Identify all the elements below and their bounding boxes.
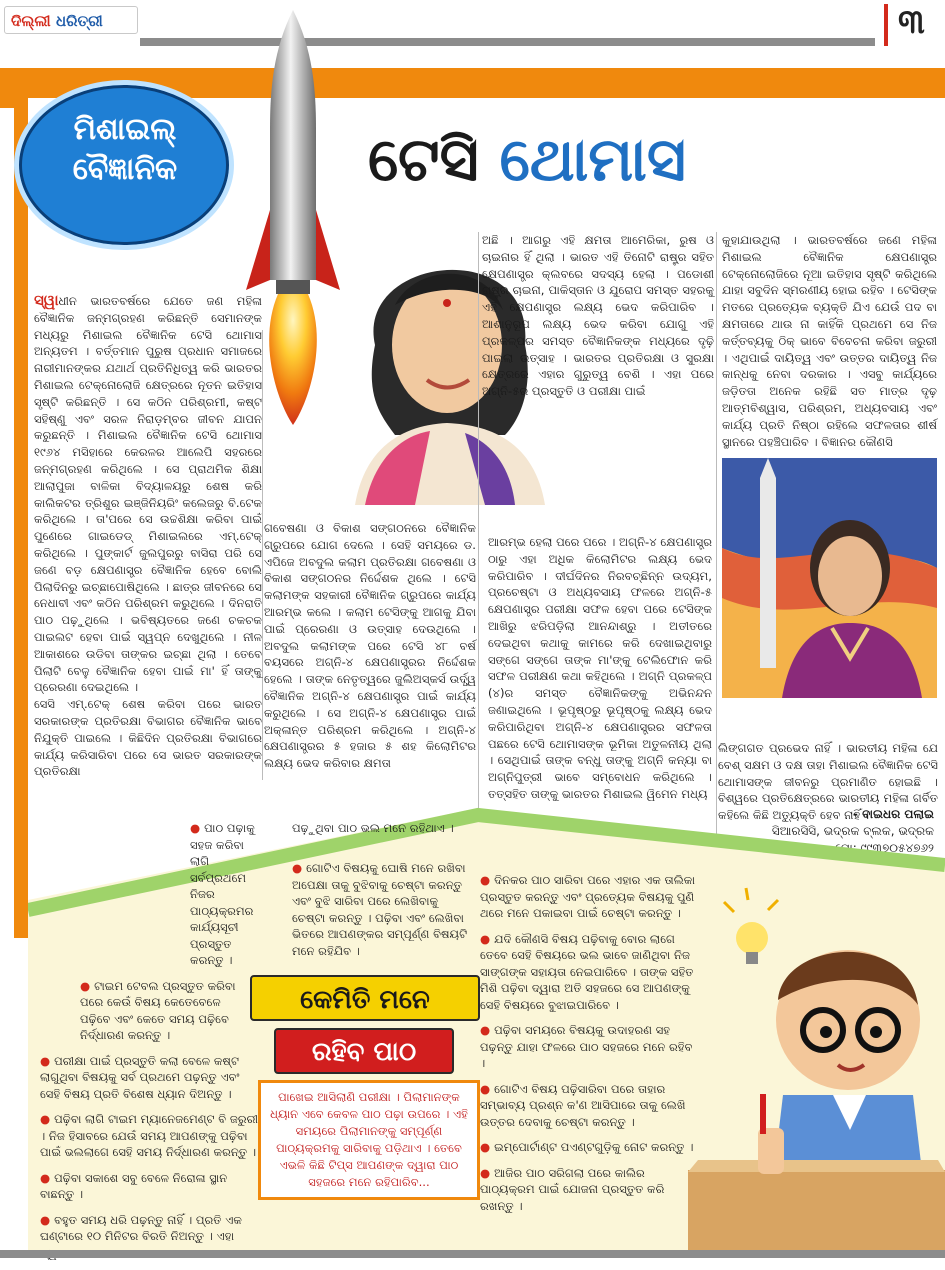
tip-text: ଗୋଟିଏ ବିଷୟ ପଢ଼ିସାରିବା ପରେ ତାହାର ସମ୍ଭାବ୍ୟ ପ୍ରଶ୍ନ କ'ଣ ଆସିପାରେ ତାକୁ ଲେଖି ଉତ୍ତର ଦେବାକୁ ଚେଷ୍ଟା କରନ୍ତୁ । (480, 1081, 686, 1129)
article-text: ସେସି ଏମ୍.ଟେକ୍ ଶେଷ କରିବା ପରେ ଭାରତ ସରକାରଙ୍କ ପ୍ରତିରକ୍ଷା ବିଭାଗର ବୈଜ୍ଞାନିକ ଭାବେ ନିଯୁକ୍ତି ପାଇଲେ । କିଛିଦିନ ପ୍ରତିରକ୍ଷା ବିଭାଗରେ କାର୍ଯ୍ୟ କରିସାରିବା ପରେ ସେ ଭାରତ ସରକାରଙ୍କ ପ୍ରତିରକ୍ଷା (34, 697, 262, 779)
column-divider (716, 232, 717, 852)
badge-line1: ମିଶାଇଲ୍ (73, 112, 177, 147)
masthead-part2: ଧରିତ୍ରୀ (55, 12, 103, 30)
tip-item (480, 872, 700, 922)
page-number: ୩ (898, 2, 925, 42)
tip-item (40, 1053, 260, 1103)
article-column-4: କୁହାଯାଉଥିଲା । ଭାରତବର୍ଷରେ ଜଣେ ମହିଳା ମିଶାଇଲ ବୈଜ୍ଞାନିକ କ୍ଷେପଣାସ୍ତ୍ର ଟେକ୍ନୋଲୋଜିରେ ନୂଆ ଇତିହାସ ସୃଷ୍ଟି କରିଥିଲେ ଯାହା ସବୁଦିନ ସ୍ମରଣୀୟ ହୋଇ ରହିବ । ଟେସିଙ୍କ ମତରେ ପ୍ରତ୍ୟେକ ବ୍ୟକ୍ତି ଯିଏ ଯେଉଁ ପଦ ବା କ୍ଷମତାରେ ଥାଉ ନା କାହିଁକି ପ୍ରଥମେ ସେ ନିଜ କର୍ତ୍ତବ୍ୟକୁ ଠିକ୍ ଭାବେ ବିବେଚନା କରିବା ଜରୁରୀ । ଏଥିପାଇଁ ଦାୟିତ୍ୱ ଏବଂ ଉତ୍ତର ଦାୟିତ୍ୱ ନିଜ କାନ୍ଧକୁ ନେବା ଦରକାର । ଏସବୁ କାର୍ଯ୍ୟରେ ଜଡ଼ିତତା ଅନେକ ରହିଛି ସତ ମାତ୍ର ଦୃଢ଼ ଆତ୍ମବିଶ୍ୱାସ, ପରିଶ୍ରମ, ଅଧ୍ୟବସାୟ ଏବଂ କାର୍ଯ୍ୟ ପ୍ରତି ନିଷ୍ଠା ରହିଲେ ସଫଳତାର ଶୀର୍ଷ ସ୍ଥାନରେ ପହଞ୍ଚିପାରିବ । ବିଜ୍ଞାନର କୌଣସି (722, 233, 937, 449)
bullet-icon: ● (480, 1023, 491, 1037)
tip-text: ଟାଇମ ଟେବଲ ପ୍ରସ୍ତୁତ କରିବା ପରେ କେଉଁ ବିଷୟ କେତେବେଳେ ପଢ଼ିବେ ଏବଂ କେତେ ସମୟ ପଢ଼ିବେ ନିର୍ଦ୍ଧାରଣ କରନ୍ତୁ । (80, 978, 236, 1042)
column-divider (478, 232, 479, 832)
tip-text: ପଢ଼ିବା ସକାଶେ ସବୁ ବେଳେ ନିରୋଳା ସ୍ଥାନ ବାଛନ୍ତୁ । (40, 1170, 228, 1201)
tip-item (40, 1170, 260, 1203)
tip-text: ଇମ୍ପୋର୍ଟାଣ୍ଟ ପଏଣ୍ଟଗୁଡ଼ିକୁ ନୋଟ କରନ୍ତୁ । (494, 1140, 694, 1154)
tip-item (40, 1111, 260, 1161)
bullet-icon: ● (292, 861, 303, 875)
tip-item (480, 931, 700, 1014)
tip-continuation: ପଢ଼ୁଥିବା ପାଠ ଭଲ ମନେ ରହିଥାଏ । (292, 821, 454, 835)
tip-text: ପାଠ ପଢ଼ାକୁ ସହଜ କରିବା ଲାଗି ସର୍ବପ୍ରଥମେ ନିଜର ପାଠ୍ୟକ୍ରମର କାର୍ଯ୍ୟସୂଚୀ ପ୍ରସ୍ତୁତ କରନ୍ତୁ । (190, 821, 255, 967)
drop-cap: ସ୍ୱା (34, 291, 59, 309)
bullet-icon: ● (80, 978, 91, 993)
bullet-icon: ● (480, 873, 491, 887)
article-text: ଧୀନ ଭାରତବର୍ଷରେ ଯେତେ ଜଣ ମହିଳା ବୈଜ୍ଞାନିକ ଜନ୍ମଗ୍ରହଣ କରିଛନ୍ତି ସେମାନଙ୍କ ମଧ୍ୟରୁ ମିଶାଇଲ ବୈଜ୍ଞାନିକ ଟେସି ଥୋମାସ ଅନ୍ୟତମ । ବର୍ତ୍ତମାନ ପୁରୁଷ ପ୍ରଧାନ ସମାଜରେ ନାରୀମାନଙ୍କର ଯଥାର୍ଥ ପ୍ରତିନିଧିତ୍ୱ କରି ଭାରତର ମିଶାଇଲ ଟେକ୍ନୋଲୋଜି କ୍ଷେତ୍ରରେ ନୂତନ ଇତିହାସ ସୃଷ୍ଟି କରିଛନ୍ତି । ସେ କଠିନ ପରିଶ୍ରମୀ, କଷ୍ଟ ସହିଷ୍ଣୁ ଏବଂ ସରଳ ନିରାଡ଼ମ୍ବର ଜୀବନ ଯାପନ କରୁଛନ୍ତି । ମିଶାଇଲ ବୈଜ୍ଞାନିକ ଟେସି ଥୋମାସ ୧୯୬୪ ମସିହାରେ କେରଳର ଆଲେପି ସହରରେ ଜନ୍ମଗ୍ରହଣ କରିଥିଲେ । ସେ ପ୍ରାଥମିକ ଶିକ୍ଷା ଆଲାପୁଜା ବାଳିକା ବିଦ୍ୟାଳୟରୁ ଶେଷ କରି କାଲିକଟର ତ୍ରିଶୁର ଇଞ୍ଜିନିୟରିଂ କଲେଜରୁ ବି.ଟେକ କରିଥିଲେ । ତା'ପରେ ସେ ଉଚ୍ଚଶିକ୍ଷା କରିବା ପାଇଁ ପୁଣେରେ ଗାଇଡେଡ୍ ମିଶାଇଲରେ ଏମ୍.ଟେକ୍ କରିଥିଲେ । ପୁଙ୍କାର୍ଟ ଜୁଲପୁରରୁ ବାସିରା ପରି ସେ ଜଣେ ବଡ଼ କ୍ଷେପଣାସ୍ତ୍ର ବୈଜ୍ଞାନିକ ହେବେ ବୋଲି ପିଲାଦିନରୁ ଇଚ୍ଛାପୋଷିଥିଲେ । ଛାତ୍ର ଜୀବନରେ ସେ ନେଧାବୀ ଏବଂ କଠିନ ପରିଶ୍ରମ କରୁଥିଲେ । ଦିନରାତି ପାଠ ପଢ଼ୁଥିଲେ । ଭବିଷ୍ୟତରେ ଜଣେ ଚକଚକ ପାଇଲଟ ହେବା ପାଇଁ ସ୍ୱପ୍ନ ଦେଖୁଥିଲେ । ନୀଳ ଆକାଶରେ ଉଡିବା ତାଙ୍କର ଇଚ୍ଛା ଥିଲା । ତେବେ ପିଲାଟି ବେଳୁ ବୈଜ୍ଞାନିକ ହେବା ପାଇଁ ମା' ହିଁ ତାଙ୍କୁ ପ୍ରେରଣା ଦେଇଥିଲେ । (34, 294, 262, 695)
student-cartoon-illustration (688, 880, 945, 1250)
page-number-bar (884, 4, 888, 46)
tip-text: ପରୀକ୍ଷା ପାଇଁ ପ୍ରସ୍ତୁତି କଲା ବେଳେ କଷ୍ଟ ଲାଗୁଥିବା ବିଷୟକୁ ସର୍ବ ପ୍ରଥମେ ପଢ଼ନ୍ତୁ ଏବଂ ସେହି ବିଷୟ ପ୍ରତି ବିଶେଷ ଧ୍ୟାନ ଦିଅନ୍ତୁ । (40, 1053, 240, 1101)
bullet-icon: ● (480, 1165, 491, 1180)
inset-portrait-illustration (722, 458, 937, 698)
tip-item (480, 1081, 700, 1131)
tips-intro-box: ପାଖେଇ ଆସିଲାଣି ପରୀକ୍ଷା । ପିଲାମାନଙ୍କ ଧ୍ୟାନ ଏବେ କେବଳ ପାଠ ପଢ଼ା ଉପରେ । ଏହି ସମୟରେ ପିଲାମାନଙ୍କୁ ସମ୍ପୂର୍ଣ୍ଣ ପାଠ୍ୟକ୍ରମକୁ ସାରିବାକୁ ପଡ଼ିଥାଏ । ତେବେ ଏଭଳି କିଛି ଟିପ୍ସ ଆପଣଙ୍କ ଦ୍ୱାରା ପାଠ ସହଜରେ ମନେ ରହିପାରିବ... (258, 1080, 480, 1200)
masthead-part1: ଦିଲ୍ଲୀ (11, 12, 51, 30)
author-phone: ମୋ: ୯୯୩୭୦୫୪୭୬୨ (834, 841, 934, 855)
tips-title-line2: ରହିବ ପାଠ (274, 1028, 454, 1074)
headline-part1: ଟେସି (368, 125, 479, 195)
tip-text: ପଢ଼ିବା ଲାଗି ଟାଇମ ମ୍ୟାନେଜମେଣ୍ଟ ବି ଜରୁରୀ । ନିଜ ହିସାବରେ ଯେଉଁ ସମୟ ଆପଣଙ୍କୁ ପଢ଼ିବା ପାଇଁ ଭଲଲାଗେ ସେହି ସମୟ ନିର୍ଦ୍ଧାରଣ କରନ୍ତୁ । (40, 1112, 258, 1159)
tips-title-line1: କେମିତି ମନେ (250, 975, 480, 1021)
tip-text: ଗୋଟିଏ ବିଷୟକୁ ଘୋଷି ମନେ ରଖିବା ଅପେକ୍ଷା ତାକୁ ବୁଝିବାକୁ ଚେଷ୍ଟା କରନ୍ତୁ ଏବଂ ବୁଝି ସାରିବା ପରେ ଲେଖିବାକୁ ଚେଷ୍ଟା କରନ୍ତୁ । ପଢ଼ିବା ଏବଂ ଲେଖିବା ଭିତରେ ଆପଣଙ୍କର ସମ୍ପୂର୍ଣ୍ଣ ବିଷୟଟି ମନେ ରହିଯିବ । (292, 861, 468, 958)
badge-line2: ବୈଜ୍ଞାନିକ (72, 152, 178, 187)
article-column-3-bottom: ଆରମ୍ଭ ହେଲା ପରେ ପରେ । ଅଗ୍ନି-୪ କ୍ଷେପଣାସ୍ତ୍ର ଠାରୁ ଏହା ଅଧିକ କିଲୋମିଟର ଲକ୍ଷ୍ୟ ଭେଦ କରିପାରିବ । ଦୀର୍ଘଦିନର ନିରବଚ୍ଛିନ୍ନ ଉଦ୍ୟମ, ପ୍ରଚେଷ୍ଟା ଓ ଅଧ୍ୟବସାୟ ଫଳରେ ଅଗ୍ନି-୫ କ୍ଷେପଣାସ୍ତ୍ର ପରୀକ୍ଷା ସଫଳ ହେବା ପରେ ଟେସିଙ୍କ ଆଖିରୁ ଝରିପଡ଼ିଲା ଆନନ୍ଦାଶ୍ରୁ । ଅତୀତରେ ଦେଇଥିବା କଥାକୁ କାମରେ କରି ଦେଖାଇଥିବାରୁ ସଙ୍ଗେ ସଙ୍ଗେ ତାଙ୍କ ମା'ଙ୍କୁ ଟେଲିଫୋନ କରି ସଫଳ ପରୀକ୍ଷଣ କଥା କହିଥିଲେ । ଅଗ୍ନି ପ୍ରକଳ୍ପ (୪)ର ସମସ୍ତ ବୈଜ୍ଞାନିକଙ୍କୁ ଅଭିନନ୍ଦନ ଜଣାଇଥିଲେ । ଭୂପୃଷ୍ଠରୁ ଭୂପୃଷ୍ଠକୁ ଲକ୍ଷ୍ୟ ଭେଦ କରିପାରିଥିବା ଅଗ୍ନି-୪ କ୍ଷେପଣାସ୍ତ୍ରର ସଫଳତା ପଛରେ ଟେସି ଥୋମାସଙ୍କ ଭୂମିକା ଅତୁଳନୀୟ ଥିଲା । ସେଥିପାଇଁ ତାଙ୍କ ବନ୍ଧୁ ତାଙ୍କୁ ଅଗ୍ନି କନ୍ୟା ବା ଅଗ୍ନିପୁତ୍ରୀ ଭାବେ ସମ୍ବୋଧନ କରିଥିଲେ । ତତ୍‌ସହିତ ତାଙ୍କୁ ଭାରତର ମିଶାଇଲ ୱିମେନ ମଧ୍ୟ (488, 535, 712, 801)
bullet-icon: ● (190, 821, 201, 835)
tip-item (80, 978, 240, 1044)
tip-text: ଆଜିର ପାଠ ସରିଗଲା ପରେ କାଲିର ପାଠ୍ୟକ୍ରମ ପାଇଁ ଯୋଜନା ପ୍ରସ୍ତୁତ କରି ରଖନ୍ତୁ । (480, 1165, 665, 1213)
tip-item (480, 1165, 700, 1215)
headline-part2: ଥୋମାସ (499, 125, 686, 195)
author-location: ସିଆରସିସି, ଭଦ୍ରକ ବ୍ଲକ, ଭଦ୍ରକ (771, 824, 934, 838)
badge-text (30, 110, 220, 190)
footer-rule (0, 1250, 945, 1258)
bullet-icon: ● (480, 931, 491, 946)
tips-right-column (480, 872, 700, 1223)
bullet-icon: ● (40, 1212, 51, 1227)
tip-item (292, 860, 469, 959)
article-column-4-bottom: ଲିଙ୍ଗଗତ ପ୍ରଭେଦ ନାହିଁ । ଭାରତୀୟ ମହିଳା ଯେ ବେଶ୍ ସକ୍ଷମ ଓ ଦକ୍ଷ ତାହା ମିଶାଇଲ ବୈଜ୍ଞାନିକ ଟେସି ଥୋମାସଙ୍କ ଜୀବନରୁ ପ୍ରମାଣିତ ହୋଇଛି । ବିଶ୍ୱରେ ପ୍ରତିକ୍ଷେତ୍ରରେ ଭାରତୀୟ ମହିଳା ଗର୍ବିତ କହିଲେ କିଛି ଅତ୍ୟୁକ୍ତି ହେବ ନାହିଁ । (718, 741, 938, 823)
article-column-1 (34, 292, 262, 780)
column-divider (262, 330, 263, 780)
tip-text: ଦିନକର ପାଠ ସାରିବା ପରେ ଏହାର ଏକ ତାଲିକା ପ୍ରସ୍ତୁତ କରନ୍ତୁ ଏବଂ ପ୍ରତ୍ୟେକ ବିଷୟକୁ ପୁଣି ଥରେ ମନେ ପକାଇବା ପାଇଁ ଚେଷ୍ଟା କରନ୍ତୁ । (480, 873, 695, 920)
tips-middle-column (204, 860, 469, 968)
bullet-icon: ● (480, 1140, 491, 1154)
bullet-icon: ● (40, 1112, 51, 1126)
masthead-logo (4, 6, 138, 34)
article-column-3-top: ଅଛି । ଆଗରୁ ଏହି କ୍ଷମତା ଆମେରିକା, ରୁଷ ଓ ଚାଇନାର ହିଁ ଥିଲା । ଭାରତ ଏହି ତିନୋଟି ରାଷ୍ଟ୍ର ସହିତ କ୍ଷେପଣାସ୍ତ୍ର କ୍ଲବରେ ସଦସ୍ୟ ହେଲା । ପଡୋଶୀ ରାଷ୍ଟ୍ର ଚାଇନା, ପାକିସ୍ତାନ ଓ ଯୁରୋପ ସମସ୍ତ ସହରକୁ ଏହି କ୍ଷେପଣାସ୍ତ୍ର ଲକ୍ଷ୍ୟ ଭେଦ କରିପାରିବ । ଆଶାନୁରୂପ ଲକ୍ଷ୍ୟ ଭେଦ କରିବା ଯୋଗୁ ଏହି ପ୍ରକଳ୍ପର ସମସ୍ତ ବୈଜ୍ଞାନିକଙ୍କ ମଧ୍ୟରେ ଦୃଢ଼ି ପାଇଲା ଉତ୍ସାହ । ଭାରତର ପ୍ରତିରକ୍ଷା ଓ ସୁରକ୍ଷା କ୍ଷେତ୍ରରେ ଏହାର ଗୁରୁତ୍ୱ ବେଶି । ଏହା ପରେ ଅଗ୍ନି-୫ର ପ୍ରସ୍ତୁତି ଓ ପରୀକ୍ଷା ପାଇଁ (482, 233, 714, 399)
bullet-icon: ● (40, 1170, 51, 1185)
tip-item (480, 1139, 700, 1156)
bullet-icon: ● (40, 1053, 51, 1068)
bullet-icon: ● (480, 1081, 491, 1096)
tip-text: ପଢ଼ିବା ସମୟରେ ବିଷୟକୁ ଉଦାହରଣ ସହ ପଢ଼ନ୍ତୁ ଯାହା ଫଳରେ ପାଠ ସହଜରେ ମନେ ରହିବ । (480, 1023, 693, 1070)
author-name: - ବାଇଧର ପଲାଇ (852, 807, 934, 821)
tip-text: ଯଦି କୌଣସି ବିଷୟ ପଢ଼ିବାକୁ ବୋର ଲାଗେ ତେବେ ସେହି ବିଷୟରେ ଭଲ ଭାବେ ଜାଣିଥିବା ନିଜ ସାଙ୍ଗଙ୍କ ସହାୟତା ନେଇପାରିବେ । ତାଙ୍କ ସହିତ ମିଶି ପଢ଼ିବା ଦ୍ୱାରା ଅତି ସହଜରେ ସେ ଆପଣଙ୍କୁ ସେହି ବିଷୟରେ ବୁଝାଇପାରିବେ । (480, 931, 694, 1012)
tip-text: ବହୁତ ସମୟ ଧରି ପଢ଼ନ୍ତୁ ନାହିଁ । ପ୍ରତି ଏକ ଘଣ୍ଟାରେ ୧୦ ମିନିଟର ବିରତି ନିଅନ୍ତୁ । ଏହା (40, 1212, 242, 1243)
orange-left-band (14, 108, 28, 938)
article-column-2: ଗବେଷଣା ଓ ବିକାଶ ସଙ୍ଗଠନରେ ବୈଜ୍ଞାନିକ ଗ୍ରୁପରେ ଯୋଗ ଦେଲେ । ସେହି ସମୟରେ ଡ. ଏପିଜେ ଅବଦୁଲ କଲାମ ପ୍ରତିରକ୍ଷା ଗବେଷଣା ଓ ବିକାଶ ସଙ୍ଗଠନର ନିର୍ଦ୍ଦେଶକ ଥିଲେ । ଟେସି କଲାମଙ୍କ ସହକାରୀ ବୈଜ୍ଞାନିକ ଗ୍ରୁପରେ କାର୍ଯ୍ୟ ଆରମ୍ଭ କଲେ । କଲାମ ଟେସିଙ୍କୁ ଆଗକୁ ଯିବା ପାଇଁ ପ୍ରେରଣା ଓ ଉତ୍ସାହ ଦେଉଥିଲେ । ଅବଦୁଲ କଲାମଙ୍କ ପରେ ଟେସି ୪୮ ବର୍ଷ ବୟସରେ ଅଗ୍ନି-୪ କ୍ଷେପଣାସ୍ତ୍ରର ନିର୍ଦ୍ଦେଶକ ହେଲେ । ତାଙ୍କ ନେତୃତ୍ୱରେ ଜୁଲିଅସ୍କର୍ସ ଉର୍ଦ୍ଧ୍ୱ ବୈଜ୍ଞାନିକ ଅଗ୍ନି-୪ କ୍ଷେପଣାସ୍ତ୍ର ପାଇଁ କାର୍ଯ୍ୟ କରୁଥିଲେ । ସେ ଅଗ୍ନି-୪ କ୍ଷେପଣାସ୍ତ୍ର ପାଇଁ ଅକ୍ଳାନ୍ତ ପରିଶ୍ରମ କରିଥିଲେ । ଅଗ୍ନି-୪ କ୍ଷେପଣାସ୍ତ୍ରର ୫ ହଜାର ୫ ଶହ କିଲୋମିଟର ଲକ୍ଷ୍ୟ ଭେଦ କରିବାର କ୍ଷମତା (264, 521, 476, 771)
tip-item (480, 1022, 700, 1072)
